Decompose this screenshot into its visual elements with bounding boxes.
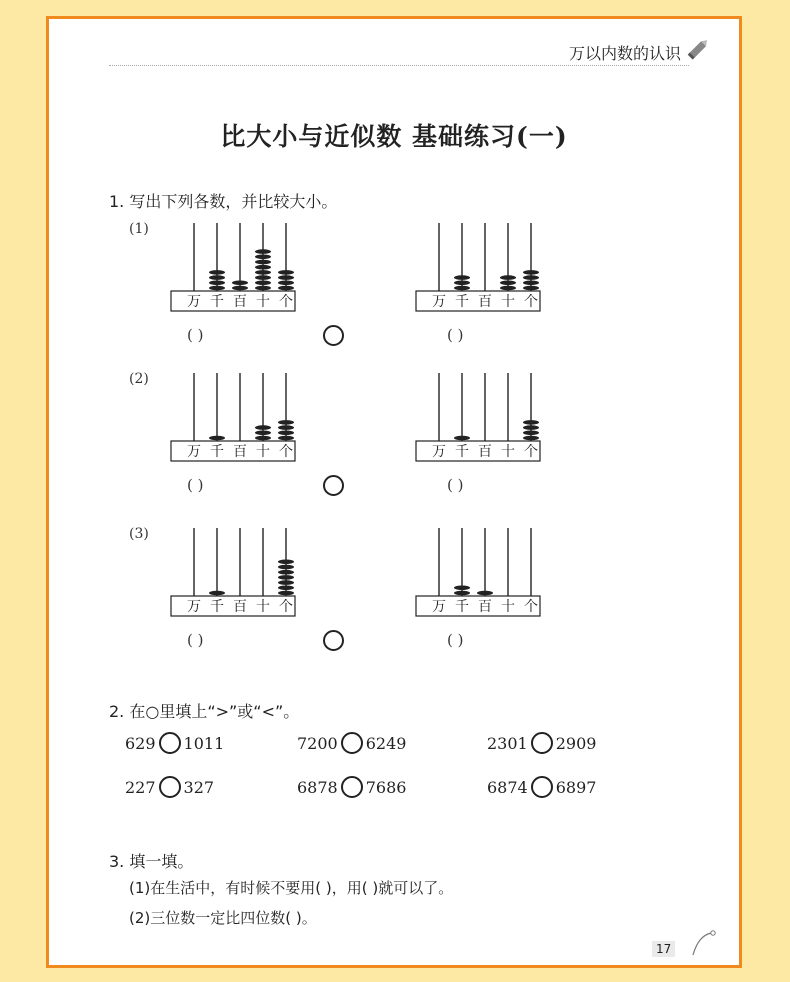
place-value-label: 个 — [524, 294, 538, 310]
abacus-bead — [255, 270, 271, 275]
comparison-right-number: 7686 — [365, 777, 407, 797]
place-value-label: 十 — [501, 599, 515, 615]
abacus-bead — [500, 286, 516, 291]
abacus-bead — [278, 281, 294, 286]
abacus-bead — [255, 249, 271, 254]
question-1-title: 1. 写出下列各数，并比较大小。 — [109, 192, 338, 211]
compare-circle[interactable] — [323, 325, 344, 346]
comparison-right-number: 2909 — [555, 733, 597, 753]
abacus-right — [414, 219, 542, 319]
abacus-bead — [523, 436, 539, 441]
place-value-label: 十 — [501, 294, 515, 310]
abacus-bead — [278, 286, 294, 291]
abacus-bead — [523, 431, 539, 436]
abacus-bead — [278, 431, 294, 436]
comparison-right-number: 6249 — [365, 733, 407, 753]
comparison-item — [297, 732, 406, 754]
abacus-bead — [454, 286, 470, 291]
comparison-item — [487, 732, 596, 754]
place-value-label: 十 — [256, 444, 270, 460]
section-title: 万以内数的认识 — [568, 44, 681, 63]
sub-question-label: (2) — [129, 371, 149, 387]
compare-circle[interactable] — [159, 776, 181, 798]
compare-circle[interactable] — [159, 732, 181, 754]
place-value-label: 万 — [187, 294, 201, 310]
place-value-label: 百 — [478, 294, 492, 310]
place-value-label: 千 — [455, 294, 469, 310]
abacus-bead — [278, 591, 294, 596]
abacus-bead — [523, 275, 539, 280]
sub-question-label: (1) — [129, 221, 149, 237]
question-3-line-1[interactable]: (1)在生活中，有时候不要用( )，用( )就可以了。 — [129, 879, 454, 897]
place-value-label: 万 — [432, 599, 446, 615]
place-value-label: 万 — [187, 599, 201, 615]
place-value-label: 百 — [233, 294, 247, 310]
answer-blank-right[interactable]: ( ) — [447, 326, 464, 344]
question-3-line-2[interactable]: (2)三位数一定比四位数( )。 — [129, 909, 317, 927]
comparison-left-number: 6878 — [297, 777, 338, 797]
question-2-title: 2. 在○里填上“>”或“<”。 — [109, 702, 300, 721]
answer-blank-left[interactable]: ( ) — [187, 476, 204, 494]
abacus-bead — [278, 270, 294, 275]
place-value-label: 个 — [279, 444, 293, 460]
abacus-bead — [278, 420, 294, 425]
comparison-item — [125, 776, 214, 798]
pencil-icon — [685, 35, 713, 63]
abacus-bead — [500, 281, 516, 286]
place-value-label: 万 — [187, 444, 201, 460]
sub-question-label: (3) — [129, 526, 149, 542]
abacus-bead — [500, 275, 516, 280]
header-divider — [109, 65, 689, 66]
abacus-bead — [255, 255, 271, 260]
compare-circle[interactable] — [341, 776, 363, 798]
abacus-bead — [278, 565, 294, 570]
abacus-bead — [232, 286, 248, 291]
place-value-label: 千 — [210, 294, 224, 310]
abacus-bead — [278, 580, 294, 585]
place-value-label: 百 — [478, 599, 492, 615]
abacus-left — [169, 219, 297, 319]
comparison-left-number: 7200 — [297, 733, 338, 753]
answer-blank-right[interactable]: ( ) — [447, 631, 464, 649]
abacus-bead — [523, 286, 539, 291]
place-value-label: 万 — [432, 294, 446, 310]
abacus-bead — [255, 275, 271, 280]
comparison-left-number: 227 — [125, 777, 156, 797]
place-value-label: 万 — [432, 444, 446, 460]
answer-blank-left[interactable]: ( ) — [187, 631, 204, 649]
place-value-label: 百 — [233, 444, 247, 460]
abacus-bead — [454, 436, 470, 441]
abacus-left — [169, 524, 297, 624]
answer-blank-right[interactable]: ( ) — [447, 476, 464, 494]
abacus-bead — [209, 275, 225, 280]
abacus-bead — [454, 591, 470, 596]
place-value-label: 个 — [279, 294, 293, 310]
abacus-bead — [255, 431, 271, 436]
abacus-right — [414, 524, 542, 624]
abacus-bead — [209, 270, 225, 275]
place-value-label: 百 — [478, 444, 492, 460]
abacus-bead — [523, 270, 539, 275]
abacus-bead — [255, 281, 271, 286]
abacus-bead — [523, 420, 539, 425]
abacus-bead — [454, 586, 470, 591]
abacus-bead — [278, 575, 294, 580]
abacus-bead — [232, 281, 248, 286]
abacus-bead — [454, 281, 470, 286]
place-value-label: 个 — [524, 599, 538, 615]
compare-circle[interactable] — [323, 630, 344, 651]
abacus-left — [169, 369, 297, 469]
place-value-label: 个 — [524, 444, 538, 460]
compare-circle[interactable] — [531, 776, 553, 798]
abacus-bead — [477, 591, 493, 596]
place-value-label: 千 — [210, 444, 224, 460]
place-value-label: 百 — [233, 599, 247, 615]
place-value-label: 个 — [279, 599, 293, 615]
comparison-right-number: 327 — [183, 777, 215, 797]
page-swirl-icon — [689, 929, 719, 957]
comparison-item — [487, 776, 596, 798]
compare-circle[interactable] — [323, 475, 344, 496]
abacus-bead — [209, 281, 225, 286]
abacus-bead — [255, 436, 271, 441]
place-value-label: 千 — [455, 444, 469, 460]
place-value-label: 十 — [501, 444, 515, 460]
place-value-label: 十 — [256, 599, 270, 615]
place-value-label: 千 — [210, 599, 224, 615]
abacus-bead — [255, 425, 271, 430]
abacus-bead — [523, 425, 539, 430]
abacus-bead — [278, 425, 294, 430]
place-value-label: 十 — [256, 294, 270, 310]
abacus-bead — [255, 260, 271, 265]
abacus-bead — [278, 570, 294, 575]
place-value-label: 千 — [455, 599, 469, 615]
abacus-right — [414, 369, 542, 469]
comparison-right-number: 1011 — [183, 733, 225, 753]
comparison-left-number: 2301 — [487, 733, 528, 753]
abacus-bead — [209, 286, 225, 291]
abacus-bead — [255, 265, 271, 270]
answer-blank-left[interactable]: ( ) — [187, 326, 204, 344]
comparison-item — [297, 776, 406, 798]
abacus-bead — [278, 586, 294, 591]
comparison-right-number: 6897 — [555, 777, 597, 797]
abacus-bead — [454, 275, 470, 280]
compare-circle[interactable] — [531, 732, 553, 754]
comparison-item — [125, 732, 224, 754]
abacus-bead — [278, 436, 294, 441]
compare-circle[interactable] — [341, 732, 363, 754]
workbook-page — [46, 16, 742, 968]
abacus-bead — [255, 286, 271, 291]
question-3-title: 3. 填一填。 — [109, 852, 194, 871]
abacus-bead — [523, 281, 539, 286]
abacus-bead — [209, 591, 225, 596]
comparison-left-number: 629 — [125, 733, 156, 753]
page-number: 17 — [652, 941, 675, 957]
abacus-bead — [278, 275, 294, 280]
comparison-left-number: 6874 — [487, 777, 528, 797]
abacus-bead — [209, 436, 225, 441]
abacus-bead — [278, 560, 294, 565]
page-title: 比大小与近似数 基础练习(一) — [220, 122, 568, 151]
